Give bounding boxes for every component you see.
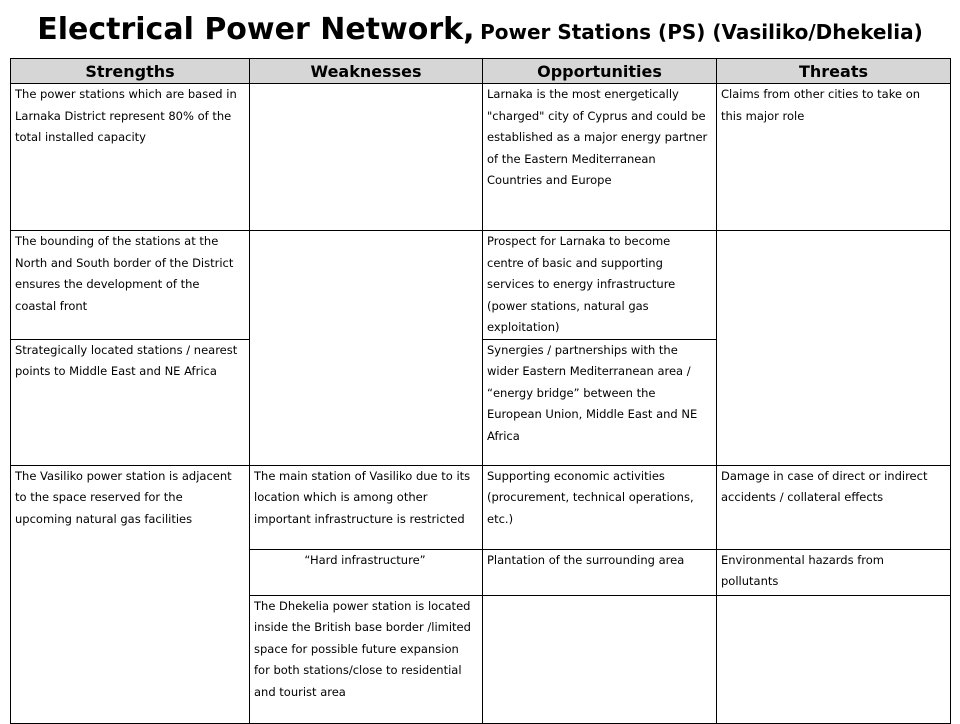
table-row	[11, 465, 951, 549]
cell-opportunity: Synergies / partnerships with the wider Eastern Mediterranean area / “energy bridge” between the European Union, Middle East and NE Africa	[483, 339, 717, 465]
table-row	[11, 231, 951, 340]
cell-opportunity: Supporting economic activities (procurement, technical operations, etc.)	[483, 465, 717, 549]
cell-weakness: The Dhekelia power station is located inside the British base border /limited space for possible future expansion for both stations/close to residential and tourist area	[250, 595, 483, 723]
cell-strength: Strategically located stations / nearest points to Middle East and NE Africa	[11, 339, 250, 465]
cell-opportunity: Larnaka is the most energetically "charged" city of Cyprus and could be established as a major energy partner of the Eastern Mediterranean Countries and Europe	[483, 84, 717, 231]
cell-weakness-empty	[250, 231, 483, 466]
title-subtitle: Power Stations (PS) (Vasiliko/Dhekelia)	[480, 20, 923, 44]
title-main: Electrical Power Network,	[37, 12, 475, 47]
cell-strength: The bounding of the stations at the North and South border of the District ensures the development of the coastal front	[11, 231, 250, 340]
cell-threat: Environmental hazards from pollutants	[717, 549, 951, 595]
table-row	[11, 84, 951, 231]
page-title	[0, 4, 960, 56]
cell-strength: The Vasiliko power station is adjacent to the space reserved for the upcoming natural gas facilities	[11, 465, 250, 723]
header-opportunities: Opportunities	[483, 59, 717, 84]
cell-weakness-empty	[250, 84, 483, 231]
cell-opportunity: Prospect for Larnaka to become centre of basic and supporting services to energy infrastructure (power stations, natural gas exploitation)	[483, 231, 717, 340]
cell-opportunity: Plantation of the surrounding area	[483, 549, 717, 595]
header-strengths: Strengths	[11, 59, 250, 84]
swot-table	[10, 58, 951, 724]
cell-threat-empty	[717, 595, 951, 723]
cell-threat: Claims from other cities to take on this major role	[717, 84, 951, 231]
header-weaknesses: Weaknesses	[250, 59, 483, 84]
cell-opportunity-empty	[483, 595, 717, 723]
cell-strength: The power stations which are based in Larnaka District represent 80% of the total installed capacity	[11, 84, 250, 231]
cell-threat-empty	[717, 231, 951, 466]
cell-weakness: The main station of Vasiliko due to its location which is among other important infrastructure is restricted	[250, 465, 483, 549]
header-threats: Threats	[717, 59, 951, 84]
header-row	[11, 59, 951, 84]
cell-threat: Damage in case of direct or indirect accidents / collateral effects	[717, 465, 951, 549]
cell-weakness: “Hard infrastructure”	[250, 549, 483, 595]
